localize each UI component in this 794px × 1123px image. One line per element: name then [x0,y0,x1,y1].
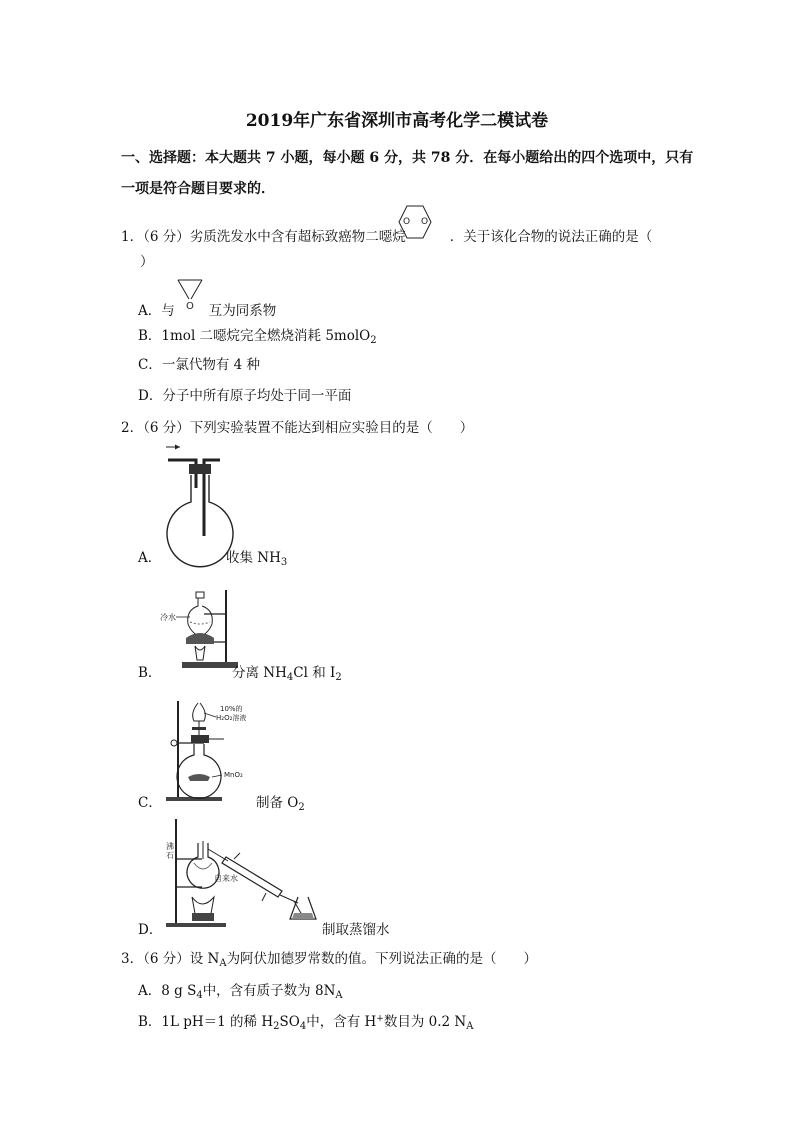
q2-option-a-sub: 3 [280,557,288,568]
q2-option-b-sub2: 2 [335,672,342,683]
q2-option-d-letter: D． [138,922,163,938]
q2-option-b-label [232,661,342,681]
q3-option-b-sub3: A [466,1021,474,1032]
q2-d-distillation-diagram [162,815,332,931]
q3-stem-sub: A [219,958,227,969]
q2-option-c-label [256,791,305,811]
q1-option-a [138,299,276,319]
q1-option-a-suffix: 互为同系物 [208,303,277,319]
q1-stem [121,225,652,245]
q2-option-b-letter: B． [138,665,162,681]
q1-stem-close: ） [140,254,154,270]
q2-c-concentration-label: 10%的 [220,705,243,713]
ethylene-oxide-o: O [186,301,194,312]
q3-stem-p1: 3．（6 分）设 N [121,951,220,967]
dioxane-o-right: O [421,217,429,227]
dioxane-structure-icon [394,204,438,240]
q1-option-a-prefix: A．与 [138,303,175,319]
q2-c-h2o2-label: H₂O₂溶液 [216,714,247,722]
q3-option-b [138,1010,473,1030]
q3-option-b-p3: 中，含有 H [306,1014,377,1030]
q2-d-boiling-chip-label2: 石 [166,851,174,860]
q3-stem [121,947,537,967]
q3-option-b-p4: 数目为 0.2 N [383,1014,467,1030]
q1-option-b-sub: 2 [370,335,377,346]
section-instructions-line2: 一项是符合题目要求的． [121,181,275,197]
q2-option-a-letter: A． [138,550,162,566]
q1-option-b-text: B．1mol 二噁烷完全燃烧消耗 5molO [138,328,371,344]
ethylene-oxide-structure-icon [176,278,206,312]
q2-c-mno2-label: MnO₂ [224,771,243,779]
q3-option-a-sub1: 4 [196,990,203,1001]
q2-a-flask-diagram [158,444,228,560]
q3-option-b-sub1: 2 [273,1021,280,1032]
q3-option-a-sub2: A [335,990,343,1001]
q1-option-c: C．一氯代物有 4 种 [138,357,261,373]
q1-stem-after: ．关于该化合物的说法正确的是（ [449,229,653,245]
q1-stem-before: 1．（6 分）劣质洗发水中含有超标致癌物二噁烷 [121,229,406,245]
q2-option-a-label-text: 收集 NH [226,550,281,566]
q2-b-cold-water-label: 冷水 [160,613,176,622]
page-title: 2019年广东省深圳市高考化学二模试卷 [245,111,549,131]
q3-option-a [138,979,343,999]
q2-option-c-sub: 2 [298,802,305,813]
q2-b-sublimation-diagram [160,586,240,672]
q3-option-a-p2: 中，含有质子数为 8N [202,983,336,999]
q3-option-b-sub2: 4 [299,1021,307,1032]
q2-option-b-sub1: 4 [286,672,294,683]
q2-d-tap-water-label: 自来水 [214,874,238,883]
q3-option-b-p1: B．1L pH＝1 的稀 H [138,1014,274,1030]
q1-option-d: D．分子中所有原子均处于同一平面 [138,388,352,404]
q3-option-b-sup: + [376,1014,384,1024]
q2-c-oxygen-diagram [164,697,254,803]
q1-option-b [138,324,377,344]
dioxane-o-left: O [403,217,411,227]
section-instructions-line1: 一、选择题：本大题共 7 小题，每小题 6 分，共 78 分．在每小题给出的四个选项中，只有 [121,150,694,166]
q3-option-a-p1: A．8 g S [138,983,197,999]
q3-option-b-p2: SO [279,1014,300,1030]
q2-option-b-label-text1: 分离 NH [232,665,287,681]
q2-option-d-label: 制取蒸馏水 [322,922,390,938]
q2-option-c-label-text: 制备 O [256,795,299,811]
q2-d-boiling-chip-label1: 沸 [166,842,174,851]
q2-option-b-label-text2: Cl 和 I [293,665,336,681]
q3-stem-p2: 为阿伏加德罗常数的值。下列说法正确的是（ ） [226,951,538,967]
q2-option-a-label [226,546,287,566]
q2-stem: 2．（6 分）下列实验装置不能达到相应实验目的是（ ） [121,420,474,436]
q2-option-c-letter: C． [138,795,162,811]
